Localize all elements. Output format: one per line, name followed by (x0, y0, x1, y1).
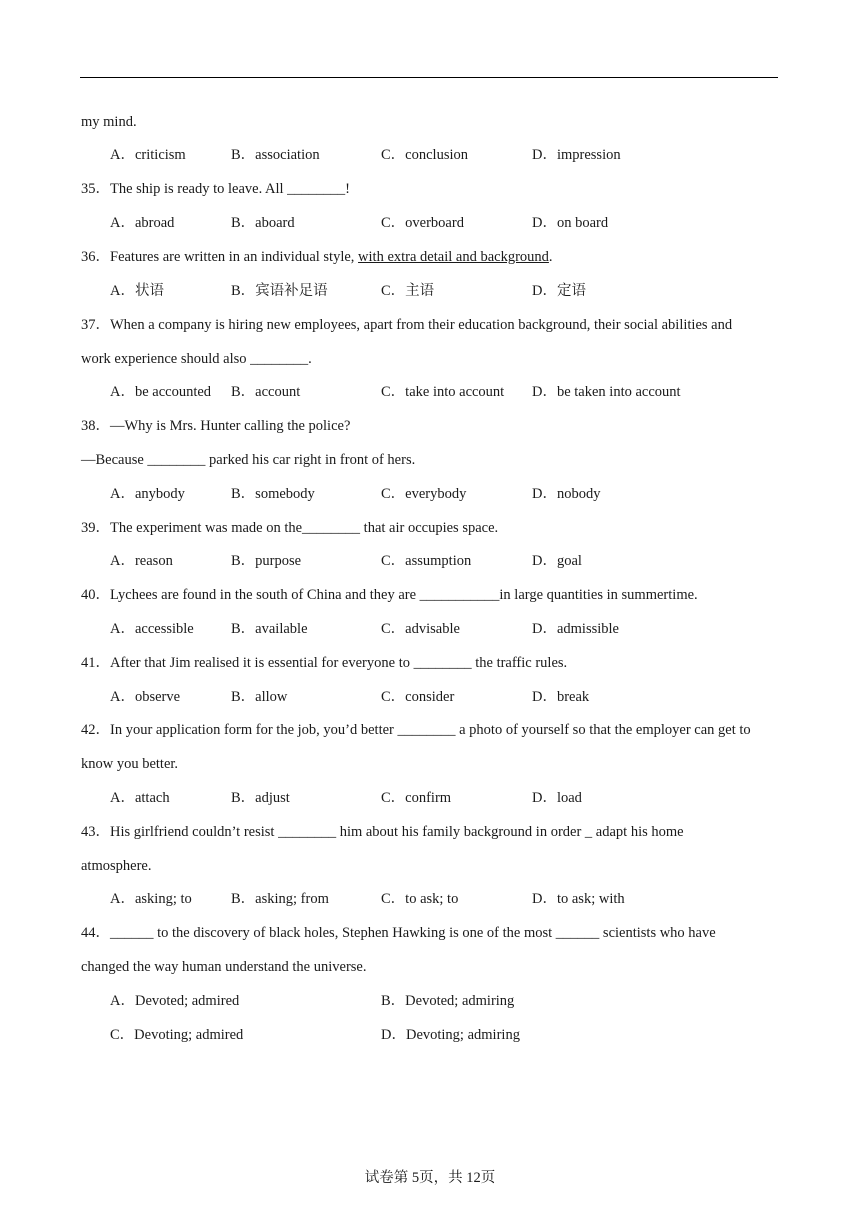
question-37-stem-line1: 37．When a company is hiring new employees, apart from their education background, their social abilities and (81, 317, 733, 333)
option-c[interactable]: C．assumption (381, 553, 472, 569)
q38-options (110, 485, 790, 503)
option-b[interactable]: B．allow (231, 689, 288, 705)
question-43-stem-line1: 43．His girlfriend couldn’t resist ________ him about his family background in order _ adapt his home (81, 824, 684, 840)
option-b[interactable]: B．宾语补足语 (231, 283, 328, 299)
q35-options (110, 214, 790, 232)
q34-continuation: my mind. (81, 114, 137, 130)
option-a[interactable]: A．asking; to (110, 891, 192, 907)
question-42-stem-line2: know you better. (81, 756, 179, 772)
question-37-stem-line2: work experience should also ________. (81, 351, 312, 367)
option-b[interactable]: B．association (231, 147, 320, 163)
option-b[interactable]: B．Devoted; admiring (381, 993, 515, 1009)
option-b[interactable]: B．available (231, 621, 308, 637)
question-42-stem-line1: 42．In your application form for the job, you’d better ________ a photo of yourself so that the employer can get to (81, 722, 751, 738)
q36-underlined-phrase: with extra detail and background (358, 249, 549, 265)
question-35-stem: 35．The ship is ready to leave. All ________! (81, 181, 351, 197)
option-c[interactable]: C．主语 (381, 283, 435, 299)
option-c[interactable]: C．to ask; to (381, 891, 459, 907)
q34-options (110, 146, 790, 164)
option-c[interactable]: C．conclusion (381, 147, 468, 163)
question-44-stem-line2: changed the way human understand the universe. (81, 959, 367, 975)
option-b[interactable]: B．aboard (231, 215, 295, 231)
option-d[interactable]: D．load (532, 790, 582, 806)
question-43-stem-line2: atmosphere. (81, 858, 152, 874)
option-a[interactable]: A．abroad (110, 215, 175, 231)
q36-stem-text: 36．Features are written in an individual style, (81, 249, 359, 265)
option-a[interactable]: A．Devoted; admired (110, 993, 240, 1009)
option-a[interactable]: A．attach (110, 790, 170, 806)
option-d[interactable]: D．be taken into account (532, 384, 681, 400)
option-b[interactable]: B．adjust (231, 790, 290, 806)
option-b[interactable]: B．asking; from (231, 891, 329, 907)
option-c[interactable]: C．advisable (381, 621, 460, 637)
option-d[interactable]: D．impression (532, 147, 621, 163)
option-c[interactable]: C．confirm (381, 790, 452, 806)
option-d[interactable]: D．nobody (532, 486, 601, 502)
option-d[interactable]: D．goal (532, 553, 582, 569)
option-d[interactable]: D．定语 (532, 283, 586, 299)
option-d[interactable]: D．admissible (532, 621, 619, 637)
q36-options (110, 282, 790, 300)
question-38-stem-line1: 38．—Why is Mrs. Hunter calling the police? (81, 418, 351, 434)
option-d[interactable]: D．to ask; with (532, 891, 625, 907)
option-a[interactable]: A．criticism (110, 147, 186, 163)
question-38-stem-line2: —Because ________ parked his car right in front of hers. (81, 452, 416, 468)
q41-options (110, 688, 790, 706)
question-36-stem (81, 248, 553, 266)
option-b[interactable]: B．purpose (231, 553, 302, 569)
q44-options-row1 (110, 992, 790, 1010)
q40-options (110, 620, 790, 638)
q36-stem-end: . (548, 249, 553, 265)
page-footer: 试卷第 5页，共 12页 (364, 1170, 496, 1186)
option-d[interactable]: D．break (532, 689, 590, 705)
q43-options (110, 890, 790, 908)
option-b[interactable]: B．account (231, 384, 301, 400)
option-c[interactable]: C．everybody (381, 486, 467, 502)
q42-options (110, 789, 790, 807)
q37-options (110, 383, 790, 401)
question-40-stem: 40．Lychees are found in the south of China and they are ___________in large quantities in summertime. (81, 587, 698, 603)
option-a[interactable]: A．anybody (110, 486, 185, 502)
option-d[interactable]: D．on board (532, 215, 609, 231)
option-a[interactable]: A．be accounted (110, 384, 212, 400)
option-b[interactable]: B．somebody (231, 486, 315, 502)
option-c[interactable]: C．consider (381, 689, 455, 705)
question-44-stem-line1: 44．______ to the discovery of black holes, Stephen Hawking is one of the most ______ scientists who have (81, 925, 716, 941)
option-c[interactable]: C．take into account (381, 384, 505, 400)
question-39-stem: 39．The experiment was made on the________ that air occupies space. (81, 520, 499, 536)
option-a[interactable]: A．reason (110, 553, 173, 569)
header-rule (80, 77, 778, 78)
option-a[interactable]: A．accessible (110, 621, 194, 637)
option-d[interactable]: D．Devoting; admiring (381, 1027, 520, 1043)
q44-options-row2 (110, 1026, 790, 1044)
q39-options (110, 552, 790, 570)
option-c[interactable]: C．overboard (381, 215, 464, 231)
option-a[interactable]: A．observe (110, 689, 181, 705)
option-c[interactable]: C．Devoting; admired (110, 1027, 244, 1043)
question-41-stem: 41．After that Jim realised it is essential for everyone to ________ the traffic rules. (81, 655, 568, 671)
option-a[interactable]: A．状语 (110, 283, 164, 299)
